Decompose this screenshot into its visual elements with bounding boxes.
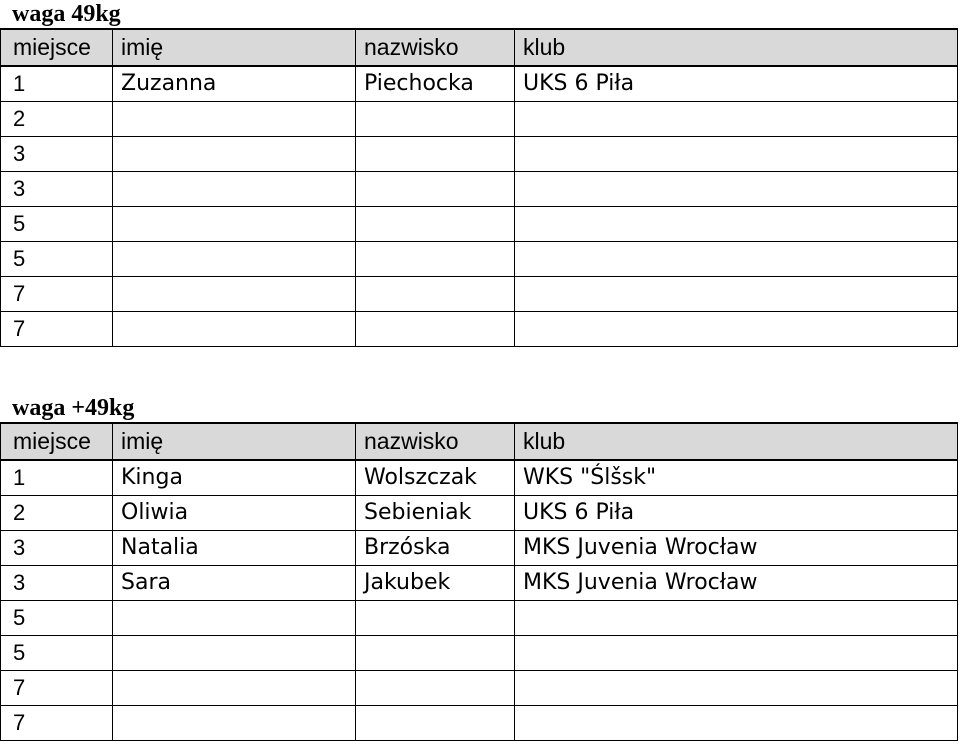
table-row [1,66,958,101]
column-header-klub: klub [515,423,958,460]
cell-first-name [113,311,356,346]
table-row [1,276,958,311]
cell-first-name [113,670,356,705]
cell-first-name [113,600,356,635]
cell-place: 7 [1,670,113,705]
cell-first-name [113,705,356,740]
cell-place: 5 [1,241,113,276]
table-row [1,460,958,495]
cell-first-name [113,635,356,670]
cell-first-name [113,171,356,206]
cell-club [515,311,958,346]
table-row [1,670,958,705]
cell-last-name: Brzóska [356,530,515,565]
cell-first-name [113,101,356,136]
cell-place: 1 [1,460,113,495]
header-row [1,423,958,460]
cell-place: 3 [1,136,113,171]
cell-last-name [356,600,515,635]
cell-place: 5 [1,635,113,670]
cell-last-name [356,171,515,206]
table-row [1,705,958,740]
cell-last-name: Wolszczak [356,460,515,495]
cell-club [515,670,958,705]
column-header-nazwisko: nazwisko [356,29,515,66]
cell-last-name: Piechocka [356,66,515,101]
cell-place: 3 [1,530,113,565]
table-row [1,565,958,600]
column-header-imie: imię [113,29,356,66]
cell-last-name [356,311,515,346]
table-row [1,241,958,276]
table-row [1,530,958,565]
column-header-imie: imię [113,423,356,460]
table-row [1,171,958,206]
cell-last-name [356,241,515,276]
cell-club [515,171,958,206]
cell-club [515,705,958,740]
header-row [1,29,958,66]
cell-first-name: Sara [113,565,356,600]
column-header-klub: klub [515,29,958,66]
cell-first-name: Oliwia [113,495,356,530]
section-title: waga +49kg [12,395,135,421]
table-row [1,600,958,635]
cell-last-name: Sebieniak [356,495,515,530]
cell-club [515,136,958,171]
cell-place: 7 [1,705,113,740]
table-row [1,206,958,241]
cell-first-name [113,241,356,276]
cell-place: 3 [1,565,113,600]
cell-last-name: Jakubek [356,565,515,600]
cell-first-name: Zuzanna [113,66,356,101]
cell-place: 1 [1,66,113,101]
cell-first-name: Natalia [113,530,356,565]
cell-club [515,206,958,241]
cell-club: WKS "Ślšsk" [515,460,958,495]
cell-place: 2 [1,495,113,530]
section-waga-49kg [0,0,958,347]
cell-club: UKS 6 Piła [515,495,958,530]
cell-place: 5 [1,206,113,241]
cell-club: MKS Juvenia Wrocław [515,565,958,600]
cell-first-name [113,136,356,171]
table-row [1,635,958,670]
cell-last-name [356,276,515,311]
cell-club [515,600,958,635]
cell-club [515,241,958,276]
cell-place: 7 [1,311,113,346]
cell-last-name [356,670,515,705]
column-header-nazwisko: nazwisko [356,423,515,460]
results-table [0,28,958,347]
cell-last-name [356,206,515,241]
cell-club: MKS Juvenia Wrocław [515,530,958,565]
table-row [1,311,958,346]
cell-last-name [356,136,515,171]
column-header-miejsce: miejsce [1,423,113,460]
cell-last-name [356,101,515,136]
cell-place: 2 [1,101,113,136]
cell-last-name [356,705,515,740]
section-title: waga 49kg [12,1,121,27]
table-row [1,101,958,136]
column-header-miejsce: miejsce [1,29,113,66]
cell-first-name [113,276,356,311]
cell-club [515,101,958,136]
section-waga-plus-49kg [0,394,958,741]
table-row [1,495,958,530]
table-row [1,136,958,171]
cell-last-name [356,635,515,670]
cell-club [515,276,958,311]
cell-first-name [113,206,356,241]
cell-club: UKS 6 Piła [515,66,958,101]
cell-first-name: Kinga [113,460,356,495]
cell-place: 7 [1,276,113,311]
results-table [0,422,958,741]
cell-place: 3 [1,171,113,206]
cell-place: 5 [1,600,113,635]
cell-club [515,635,958,670]
